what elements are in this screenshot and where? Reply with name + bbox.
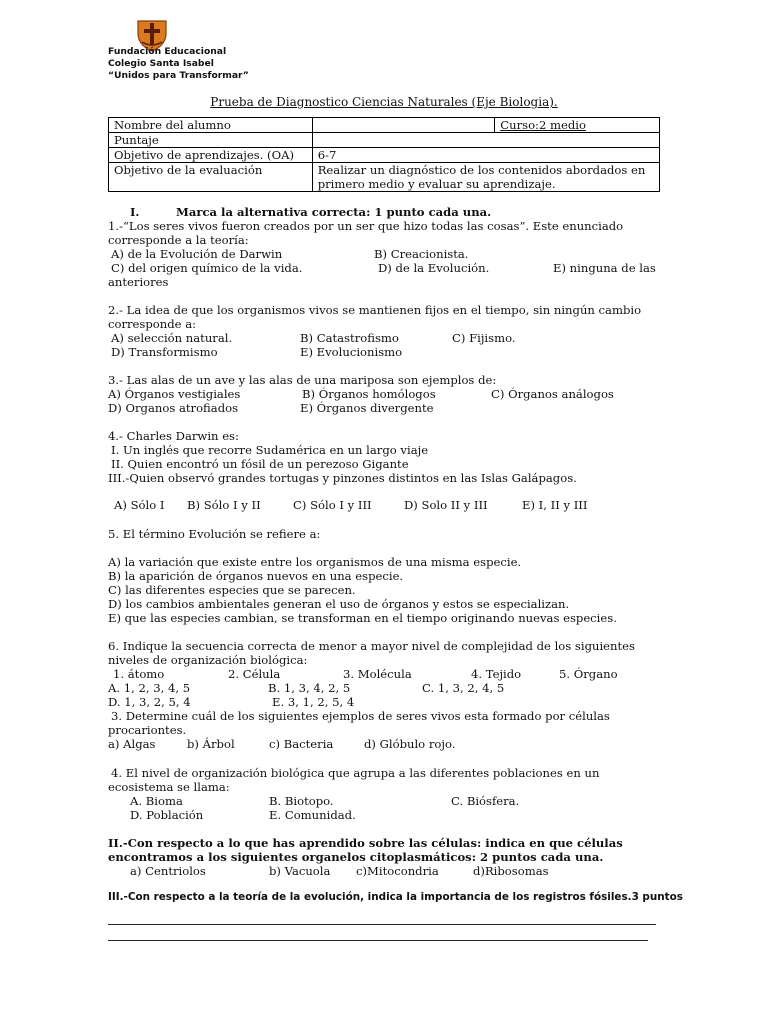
q6-item-4: 4. Tejido [471, 667, 522, 681]
q6-option-b[interactable]: B. 1, 3, 4, 2, 5 [268, 681, 351, 695]
q4-option-e[interactable]: E) I, II y III [522, 498, 588, 512]
q4-option-c[interactable]: C) Sólo I y III [293, 498, 372, 512]
q2-option-a[interactable]: A) selección natural. [111, 331, 233, 345]
q1-line1: 1.-“Los seres vivos fueron creados por un ser que hizo todas las cosas”. Este enunciado [108, 219, 624, 233]
q1-option-b[interactable]: B) Creacionista. [374, 247, 469, 261]
q1-option-d[interactable]: D) de la Evolución. [378, 261, 490, 275]
q3-option-a[interactable]: A) Órganos vestigiales [108, 387, 241, 401]
q8-line1: 4. El nivel de organización biológica que agrupa a las diferentes poblaciones en un [111, 766, 600, 780]
q5-option-c[interactable]: C) las diferentes especies que se parecen. [108, 583, 356, 597]
score-field[interactable] [312, 133, 659, 148]
q1-option-c[interactable]: C) del origen químico de la vida. [111, 261, 303, 275]
section2-item-c: c)Mitocondria [356, 864, 439, 878]
q4-option-a[interactable]: A) Sólo I [114, 498, 165, 512]
q5-option-d[interactable]: D) los cambios ambientales generan el uso de órganos y estos se especializan. [108, 597, 570, 611]
q4-statement-i: I. Un inglés que recorre Sudamérica en un largo viaje [111, 443, 429, 457]
section3-heading: III.-Con respecto a la teoría de la evolución, indica la importancia de los registros fósiles.3 puntos [108, 891, 683, 903]
q6-line1: 6. Indique la secuencia correcta de menor a mayor nivel de complejidad de los siguientes [108, 639, 635, 653]
school-motto: “Unidos para Transformar” [108, 70, 249, 81]
q2-option-c[interactable]: C) Fijismo. [452, 331, 516, 345]
evaluation-objective-line2: primero medio y evaluar su aprendizaje. [317, 177, 556, 191]
q6-option-a[interactable]: A. 1, 2, 3, 4, 5 [108, 681, 191, 695]
course-label: Curso:2 medio [495, 118, 660, 133]
q5-option-e[interactable]: E) que las especies cambian, se transforman en el tiempo originando nuevas especies. [108, 611, 617, 625]
evaluation-objective-label: Objetivo de la evaluación [109, 163, 313, 192]
q7-line2: procariontes. [108, 723, 187, 737]
q2-option-d[interactable]: D) Transformismo [111, 345, 218, 359]
q8-option-b[interactable]: B. Biotopo. [269, 794, 334, 808]
q4-option-b[interactable]: B) Sólo I y II [187, 498, 261, 512]
q5-line1: 5. El término Evolución se refiere a: [108, 527, 321, 541]
q3-option-e[interactable]: E) Órganos divergente [300, 401, 434, 415]
score-label: Puntaje [109, 133, 313, 148]
q8-option-d[interactable]: D. Población [130, 808, 204, 822]
q6-item-1: 1. átomo [113, 667, 165, 681]
q7-line1: 3. Determine cuál de los siguientes ejemplos de seres vivos esta formado por células [111, 709, 610, 723]
q7-option-b[interactable]: b) Árbol [187, 737, 235, 751]
student-name-field[interactable] [312, 118, 495, 133]
school-name: Colegio Santa Isabel [108, 58, 214, 69]
q2-line1: 2.- La idea de que los organismos vivos se mantienen fijos en el tiempo, sin ningún cambio [108, 303, 642, 317]
q1-line2: corresponde a la teoría: [108, 233, 249, 247]
q3-option-d[interactable]: D) Organos atrofiados [108, 401, 239, 415]
answer-line-2[interactable] [108, 940, 648, 941]
page-title: Prueba de Diagnostico Ciencias Naturales (Eje Biologia). [210, 95, 558, 109]
q4-statement-ii: II. Quien encontró un fósil de un perezoso Gigante [111, 457, 409, 471]
section2-item-a: a) Centriolos [130, 864, 206, 878]
q6-option-d[interactable]: D. 1, 3, 2, 5, 4 [108, 695, 191, 709]
q5-option-b[interactable]: B) la aparición de órganos nuevos en una especie. [108, 569, 404, 583]
q6-line2: niveles de organización biológica: [108, 653, 308, 667]
section2-item-d: d)Ribosomas [473, 864, 549, 878]
q2-line2: corresponde a: [108, 317, 197, 331]
q3-option-b[interactable]: B) Órganos homólogos [302, 387, 436, 401]
q4-option-d[interactable]: D) Solo II y III [404, 498, 488, 512]
q7-option-c[interactable]: c) Bacteria [269, 737, 334, 751]
student-info-table [108, 117, 660, 192]
q1-option-e[interactable]: E) ninguna de las [553, 261, 656, 275]
q1-option-e-cont: anteriores [108, 275, 169, 289]
q8-option-c[interactable]: C. Biósfera. [451, 794, 520, 808]
q3-option-c[interactable]: C) Órganos análogos [491, 387, 614, 401]
oa-value: 6-7 [312, 148, 659, 163]
evaluation-objective-value [312, 163, 659, 192]
q7-option-a[interactable]: a) Algas [108, 737, 156, 751]
q3-line1: 3.- Las alas de un ave y las alas de una mariposa son ejemplos de: [108, 373, 497, 387]
answer-line-1[interactable] [108, 924, 656, 925]
section2-item-b: b) Vacuola [269, 864, 331, 878]
q5-option-a[interactable]: A) la variación que existe entre los organismos de una misma especie. [108, 555, 522, 569]
section1-number: I. [130, 205, 140, 219]
oa-label: Objetivo de aprendizajes. (OA) [109, 148, 313, 163]
q4-statement-iii: III.-Quien observó grandes tortugas y pinzones distintos en las Islas Galápagos. [108, 471, 577, 485]
section1-heading: Marca la alternativa correcta: 1 punto cada una. [176, 205, 492, 219]
q8-line2: ecosistema se llama: [108, 780, 230, 794]
school-foundation: Fundación Educacional [108, 46, 227, 57]
section2-line1: II.-Con respecto a lo que has aprendido sobre las células: indica en que células [108, 836, 623, 850]
q6-item-2: 2. Célula [228, 667, 281, 681]
q8-option-e[interactable]: E. Comunidad. [269, 808, 356, 822]
q1-option-a[interactable]: A) de la Evolución de Darwin [111, 247, 283, 261]
student-name-label: Nombre del alumno [109, 118, 313, 133]
q6-item-3: 3. Molécula [343, 667, 412, 681]
q6-option-c[interactable]: C. 1, 3, 2, 4, 5 [422, 681, 505, 695]
section2-line2: encontramos a los siguientes organelos citoplasmáticos: 2 puntos cada una. [108, 850, 604, 864]
q2-option-e[interactable]: E) Evolucionismo [300, 345, 403, 359]
q7-option-d[interactable]: d) Glóbulo rojo. [364, 737, 456, 751]
q6-item-5: 5. Órgano [559, 667, 618, 681]
q4-line1: 4.- Charles Darwin es: [108, 429, 239, 443]
evaluation-objective-line1: Realizar un diagnóstico de los contenidos abordados en [317, 163, 646, 177]
q6-option-e[interactable]: E. 3, 1, 2, 5, 4 [272, 695, 355, 709]
q8-option-a[interactable]: A. Bioma [130, 794, 183, 808]
q2-option-b[interactable]: B) Catastrofismo [300, 331, 399, 345]
